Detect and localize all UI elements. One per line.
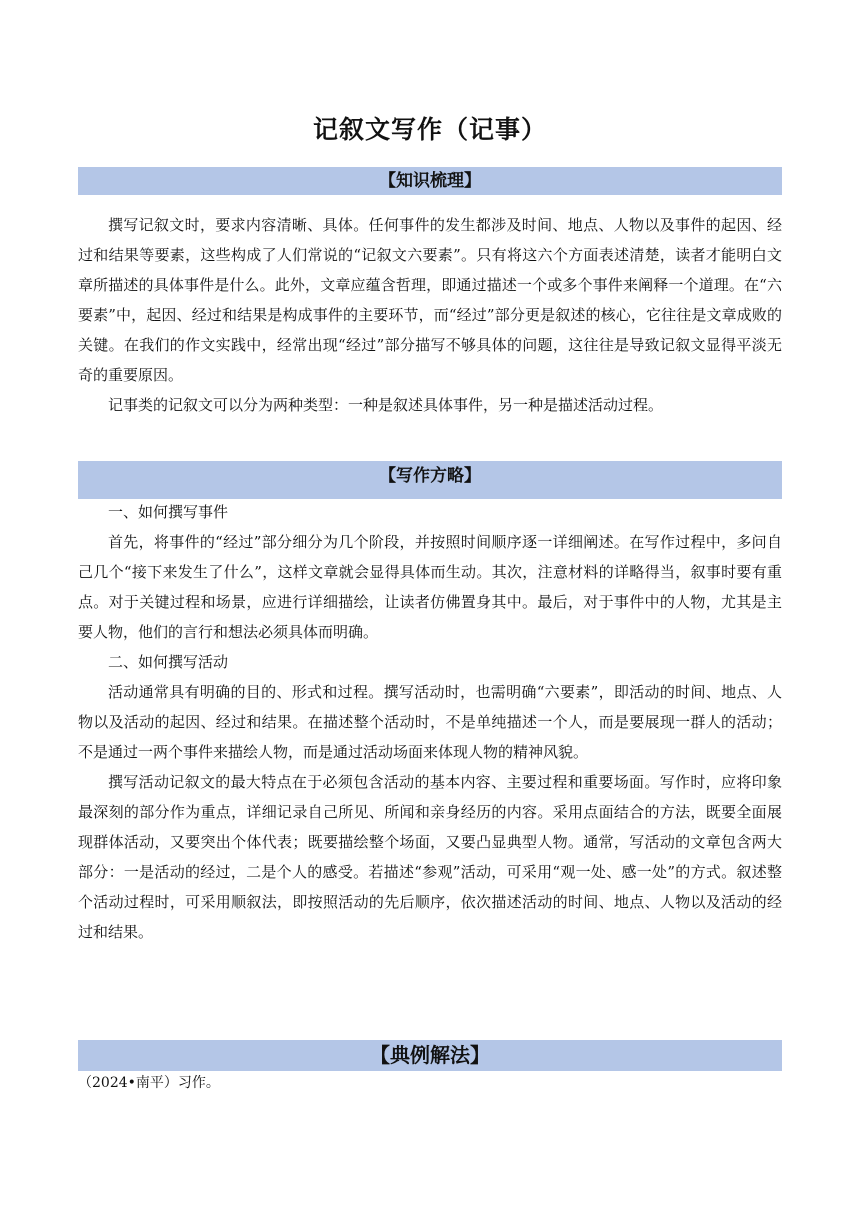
strategy-paragraph: 撰写活动记叙文的最大特点在于必须包含活动的基本内容、主要过程和重要场面。写作时，应将印象最深刻的部分作为重点，详细记录自己所见、所闻和亲身经历的内容。采用点面结合的方法，既要全面展现群体活动，又要突出个体代表；既要描绘整个场面，又要凸显典型人物。通常，写活动的文章包含两大部分：一是活动的经过，二是个人的感受。若描述“参观”活动，可采用“观一处、感一处”的方式。叙述整个活动过程时，可采用顺叙法，即按照活动的先后顺序，依次描述活动的时间、地点、人物以及活动的经过和结果。 — [78, 773, 782, 941]
strategy-subheading-activities: 二、如何撰写活动 — [108, 653, 229, 671]
section-heading-knowledge: 【知识梳理】 — [78, 167, 782, 195]
knowledge-body — [78, 210, 782, 420]
knowledge-paragraph: 记事类的记叙文可以分为两种类型：一种是叙述具体事件，另一种是描述活动过程。 — [108, 396, 664, 414]
section-heading-strategy: 【写作方略】 — [78, 461, 782, 499]
strategy-paragraph: 首先，将事件的“经过”部分细分为几个阶段，并按照时间顺序逐一详细阐述。在写作过程中，多问自己几个“接下来发生了什么”，这样文章就会显得具体而生动。其次，注意材料的详略得当，叙事时要有重点。对于关键过程和场景，应进行详细描绘，让读者仿佛置身其中。最后，对于事件中的人物，尤其是主要人物，他们的言行和想法必须具体而明确。 — [78, 533, 782, 641]
knowledge-paragraph: 撰写记叙文时，要求内容清晰、具体。任何事件的发生都涉及时间、地点、人物以及事件的起因、经过和结果等要素，这些构成了人们常说的“记叙文六要素”。只有将这六个方面表述清楚，读者才能明白文章所描述的具体事件是什么。此外，文章应蕴含哲理，即通过描述一个或多个事件来阐释一个道理。在“六要素”中，起因、经过和结果是构成事件的主要环节，而“经过”部分更是叙述的核心，它往往是文章成败的关键。在我们的作文实践中，经常出现“经过”部分描写不够具体的问题，这往往是导致记叙文显得平淡无奇的重要原因。 — [78, 216, 782, 384]
section-heading-examples: 【典例解法】 — [78, 1040, 782, 1071]
strategy-subheading-events: 一、如何撰写事件 — [108, 503, 229, 521]
document-title: 记叙文写作（记事） — [312, 115, 547, 144]
example-prompt: （2024•南平）习作。 — [78, 1075, 220, 1091]
strategy-body — [78, 497, 782, 947]
strategy-paragraph: 活动通常具有明确的目的、形式和过程。撰写活动时，也需明确“六要素”，即活动的时间、地点、人物以及活动的起因、经过和结果。在描述整个活动时，不是单纯描述一个人，而是要展现一群人的活动；不是通过一两个事件来描绘人物，而是通过活动场面来体现人物的精神风貌。 — [78, 683, 782, 761]
